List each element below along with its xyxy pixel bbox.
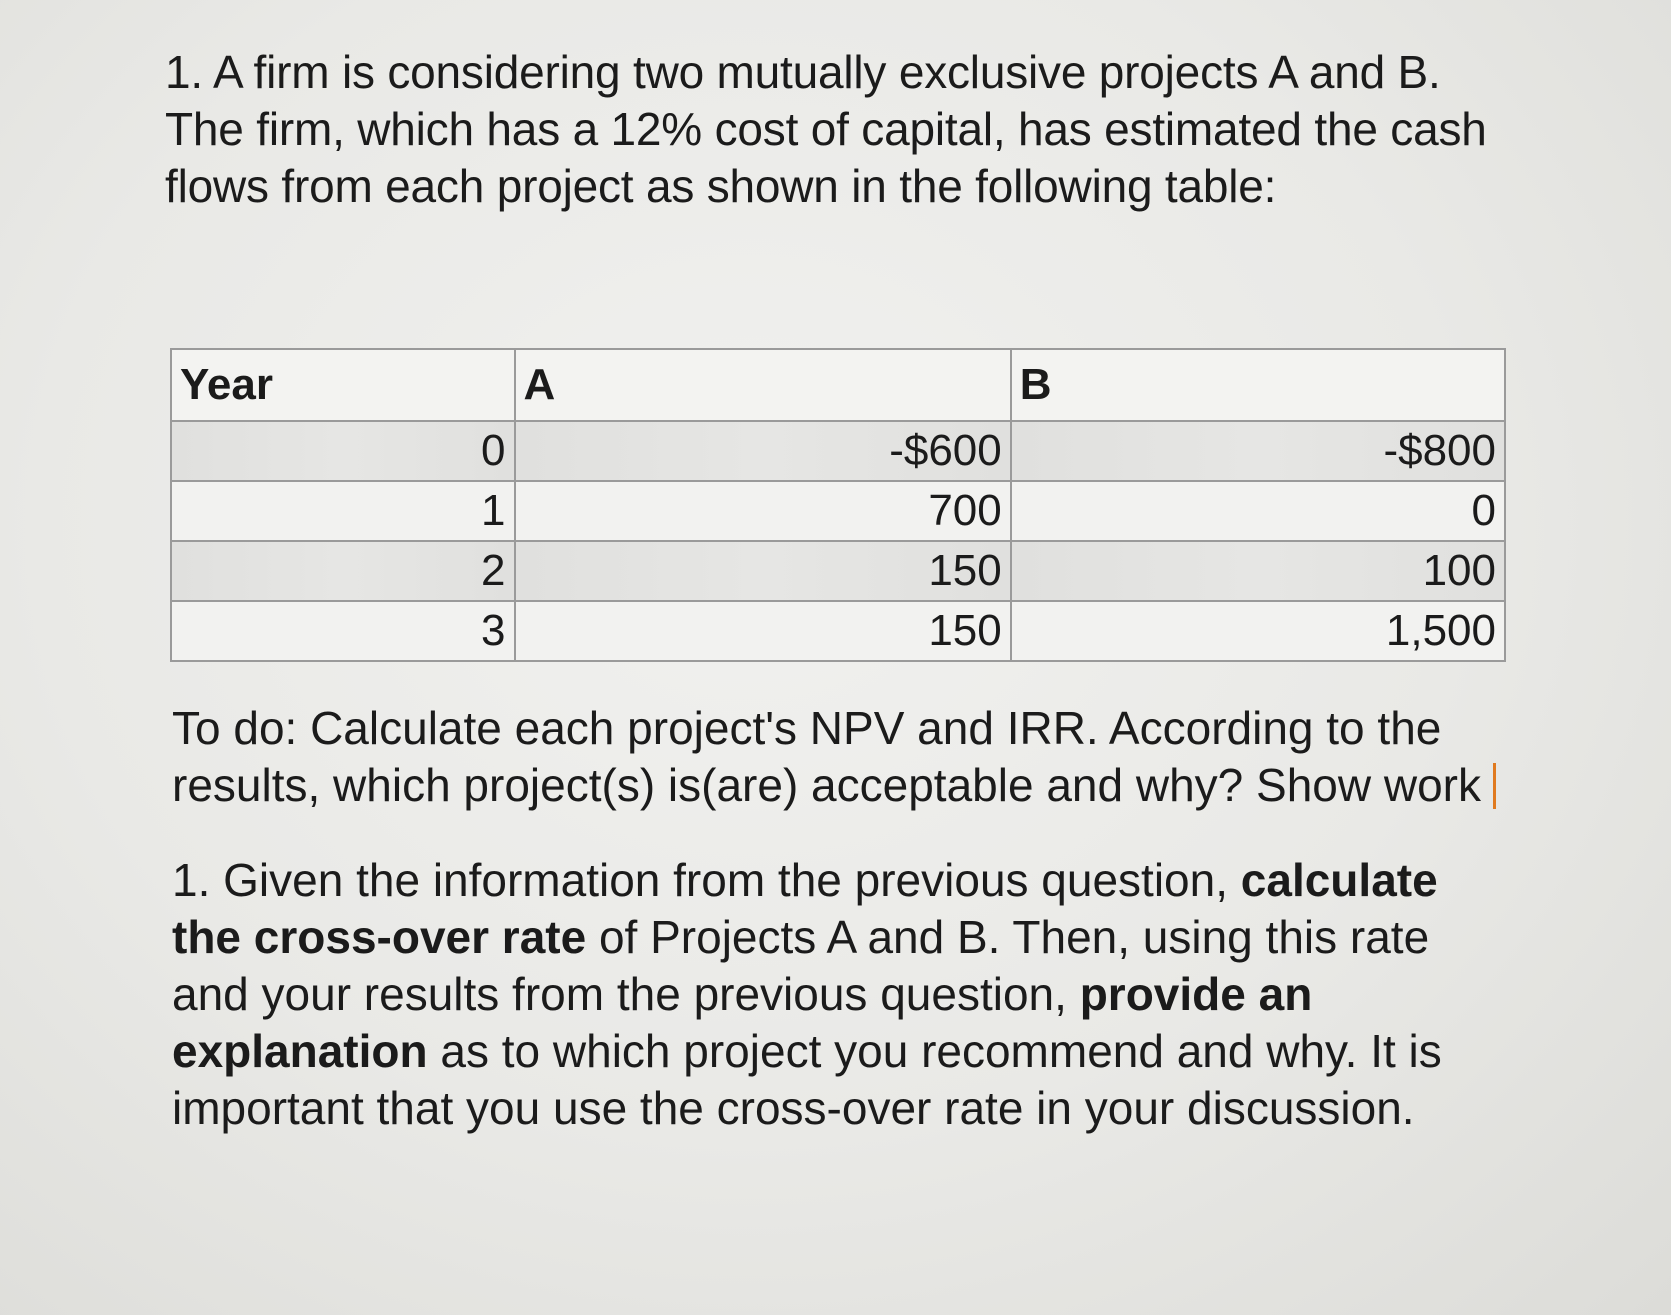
todo-instructions: [172, 700, 1572, 814]
cell-b: 0: [1011, 481, 1505, 541]
todo-line-2: [172, 757, 1572, 814]
problem-intro: [165, 44, 1585, 215]
question-crossover: [172, 852, 1512, 1137]
cell-year: 3: [171, 601, 515, 661]
header-project-a: A: [515, 349, 1011, 421]
question-part-2: of Projects A and B. Then, using this rate and your results from the previous question,: [172, 911, 1430, 1020]
table-row: [171, 481, 1505, 541]
header-year: Year: [171, 349, 515, 421]
table-row: [171, 601, 1505, 661]
cell-a: 700: [515, 481, 1011, 541]
cell-year: 1: [171, 481, 515, 541]
cell-a: 150: [515, 601, 1011, 661]
todo-line-1: To do: Calculate each project's NPV and IRR. According to the: [172, 702, 1442, 754]
text-cursor: [1493, 763, 1496, 809]
intro-line-1: 1. A firm is considering two mutually exclusive projects A and B.: [165, 46, 1441, 98]
cell-a: -$600: [515, 421, 1011, 481]
cell-year: 0: [171, 421, 515, 481]
intro-line-3: flows from each project as shown in the following table:: [165, 160, 1277, 212]
question-bold-1: calculate the cross-over rate: [172, 854, 1438, 963]
intro-line-2: The firm, which has a 12% cost of capital, has estimated the cash: [165, 103, 1487, 155]
cell-b: -$800: [1011, 421, 1505, 481]
cash-flow-table: [170, 348, 1506, 662]
question-text: [172, 852, 1512, 1137]
question-bold-2: provide an explanation: [172, 968, 1313, 1077]
table-header-row: [171, 349, 1505, 421]
cell-year: 2: [171, 541, 515, 601]
question-part-1: 1. Given the information from the previous question,: [172, 854, 1241, 906]
header-project-b: B: [1011, 349, 1505, 421]
table-row: [171, 421, 1505, 481]
cell-b: 100: [1011, 541, 1505, 601]
question-part-3: as to which project you recommend and why. It is important that you use the cross-over rate in your discussion.: [172, 1025, 1442, 1134]
cell-a: 150: [515, 541, 1011, 601]
table-row: [171, 541, 1505, 601]
todo-line-2-text: results, which project(s) is(are) acceptable and why? Show work: [172, 759, 1481, 811]
cell-b: 1,500: [1011, 601, 1505, 661]
